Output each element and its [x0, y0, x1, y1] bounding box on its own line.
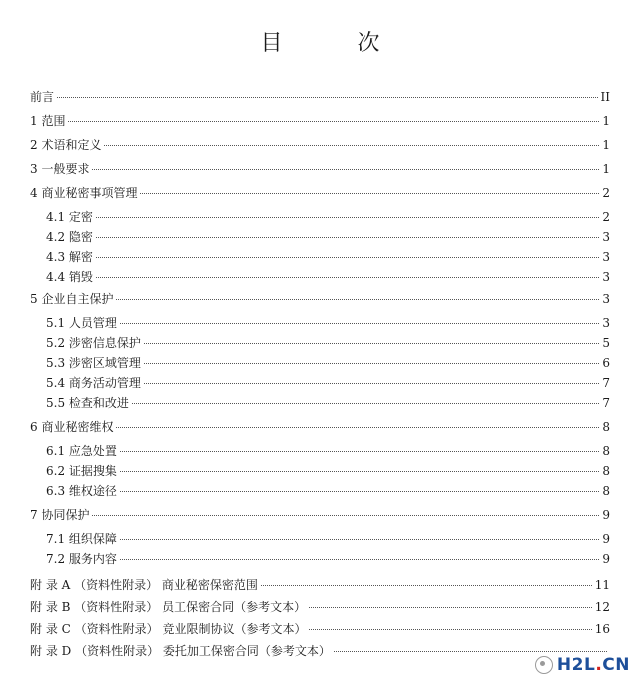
- toc-leader-dots: [96, 237, 599, 238]
- toc-leader-dots: [120, 539, 599, 540]
- toc-entry-page: 3: [602, 230, 610, 244]
- toc-entry-label: 7 协同保护: [30, 508, 90, 522]
- toc-entry[interactable]: [30, 505, 610, 525]
- toc-leader-dots: [120, 491, 599, 492]
- toc-entry-page: 8: [602, 484, 610, 498]
- toc-leader-dots: [132, 403, 599, 404]
- toc-entry[interactable]: [30, 135, 610, 155]
- toc-entry-page: 11: [594, 578, 610, 592]
- toc-entry-label: 附 录 A （资料性附录） 商业秘密保密范围: [30, 578, 258, 592]
- toc-entry[interactable]: [46, 549, 610, 569]
- toc-entry[interactable]: [46, 333, 610, 353]
- toc-leader-dots: [120, 471, 599, 472]
- toc-entry-label: 7.1 组织保障: [46, 532, 117, 546]
- toc-entry-label: 附 录 B （资料性附录） 员工保密合同（参考文本）: [30, 600, 307, 614]
- toc-leader-dots: [120, 451, 599, 452]
- toc-entry-label: 6.2 证据搜集: [46, 464, 117, 478]
- toc-entry[interactable]: [30, 597, 610, 617]
- toc-entry[interactable]: [30, 111, 610, 131]
- toc-entry-label: 4.2 隐密: [46, 230, 93, 244]
- toc-entry[interactable]: [30, 641, 610, 661]
- toc-entry-label: 6.3 维权途径: [46, 484, 117, 498]
- toc-entry-page: 9: [602, 552, 610, 566]
- toc-entry-label: 2 术语和定义: [30, 138, 102, 152]
- toc-entry-page: 6: [602, 356, 610, 370]
- toc-leader-dots: [92, 169, 599, 170]
- toc-entry[interactable]: [46, 461, 610, 481]
- toc-entry-page: 2: [602, 186, 610, 200]
- toc-leader-dots: [96, 257, 599, 258]
- toc-leader-dots: [144, 363, 599, 364]
- toc-entry[interactable]: [46, 481, 610, 501]
- toc-leader-dots: [144, 343, 599, 344]
- toc-entry-page: 5: [602, 336, 610, 350]
- toc-entry-page: 3: [602, 292, 610, 306]
- toc-entry-label: 4.3 解密: [46, 250, 93, 264]
- toc-entry-page: 1: [602, 114, 610, 128]
- toc-leader-dots: [144, 383, 599, 384]
- toc-entry-label: 5 企业自主保护: [30, 292, 114, 306]
- toc-leader-dots: [68, 121, 599, 122]
- toc-entry[interactable]: [46, 441, 610, 461]
- toc-leader-dots: [57, 97, 598, 98]
- toc-entry-label: 6.1 应急处置: [46, 444, 117, 458]
- toc-leader-dots: [116, 427, 599, 428]
- toc-entry[interactable]: [46, 393, 610, 413]
- toc-leader-dots: [120, 323, 599, 324]
- toc-entry[interactable]: [30, 183, 610, 203]
- toc-entry[interactable]: [46, 207, 610, 227]
- toc-entry-page: 3: [602, 270, 610, 284]
- toc-entry[interactable]: [30, 289, 610, 309]
- page-title: 目 次: [260, 31, 414, 56]
- toc-entry-label: 6 商业秘密维权: [30, 420, 114, 434]
- toc-entry-label: 5.3 涉密区域管理: [46, 356, 141, 370]
- toc-entry-page: 9: [602, 508, 610, 522]
- toc-entry[interactable]: [30, 575, 610, 595]
- toc-entry-label: 4 商业秘密事项管理: [30, 186, 138, 200]
- toc-entry-label: 4.4 销毁: [46, 270, 93, 284]
- watermark: [535, 655, 630, 675]
- toc-leader-dots: [96, 217, 599, 218]
- toc-entry-page: 8: [602, 420, 610, 434]
- toc-entry-label: 4.1 定密: [46, 210, 93, 224]
- toc-entry-page: 7: [602, 376, 610, 390]
- toc-leader-dots: [104, 145, 599, 146]
- toc-entry-label: 7.2 服务内容: [46, 552, 117, 566]
- toc-entry[interactable]: [46, 227, 610, 247]
- toc-entry[interactable]: [46, 353, 610, 373]
- toc-leader-dots: [120, 559, 599, 560]
- toc-leader-dots: [140, 193, 599, 194]
- toc-entry[interactable]: [30, 417, 610, 437]
- toc-entry-label: 5.2 涉密信息保护: [46, 336, 141, 350]
- toc-entry-label: 5.4 商务活动管理: [46, 376, 141, 390]
- toc-entry-page: 3: [602, 250, 610, 264]
- toc-entry-page: 2: [602, 210, 610, 224]
- wechat-icon: [535, 656, 553, 674]
- toc-entry[interactable]: [46, 373, 610, 393]
- toc-leader-dots: [116, 299, 599, 300]
- watermark-text: H2L.CN: [556, 655, 630, 675]
- toc-leader-dots: [261, 585, 592, 586]
- toc-entry[interactable]: [46, 267, 610, 287]
- toc-entry-page: 1: [602, 162, 610, 176]
- toc-entry-page: 1: [602, 138, 610, 152]
- toc-leader-dots: [96, 277, 599, 278]
- toc-entry-page: 9: [602, 532, 610, 546]
- toc-entry-page: 8: [602, 444, 610, 458]
- toc-leader-dots: [309, 607, 592, 608]
- toc-entry-page: 3: [602, 316, 610, 330]
- toc-entry[interactable]: [30, 159, 610, 179]
- toc-entry-label: 附 录 C （资料性附录） 竞业限制协议（参考文本）: [30, 622, 307, 636]
- toc-entry-page: 7: [602, 396, 610, 410]
- toc-entry[interactable]: [46, 313, 610, 333]
- toc-entry-label: 5.1 人员管理: [46, 316, 117, 330]
- toc-leader-dots: [309, 629, 591, 630]
- toc-entry[interactable]: [30, 619, 610, 639]
- toc-entry[interactable]: [46, 247, 610, 267]
- toc-entry-page: 12: [594, 600, 610, 614]
- toc-entry[interactable]: [46, 529, 610, 549]
- toc-entry-label: 1 范围: [30, 114, 66, 128]
- toc-entry-label: 3 一般要求: [30, 162, 90, 176]
- toc-entry[interactable]: [30, 87, 610, 107]
- toc-entry-label: 5.5 检查和改进: [46, 396, 129, 410]
- toc-leader-dots: [92, 515, 599, 516]
- toc-entry-label: 前言: [30, 90, 55, 104]
- toc-leader-dots: [334, 651, 607, 652]
- toc-entry-page: II: [600, 90, 610, 104]
- toc-entry-label: 附 录 D （资料性附录） 委托加工保密合同（参考文本）: [30, 644, 331, 658]
- toc-entry-page: 8: [602, 464, 610, 478]
- toc-entry-page: 16: [594, 622, 610, 636]
